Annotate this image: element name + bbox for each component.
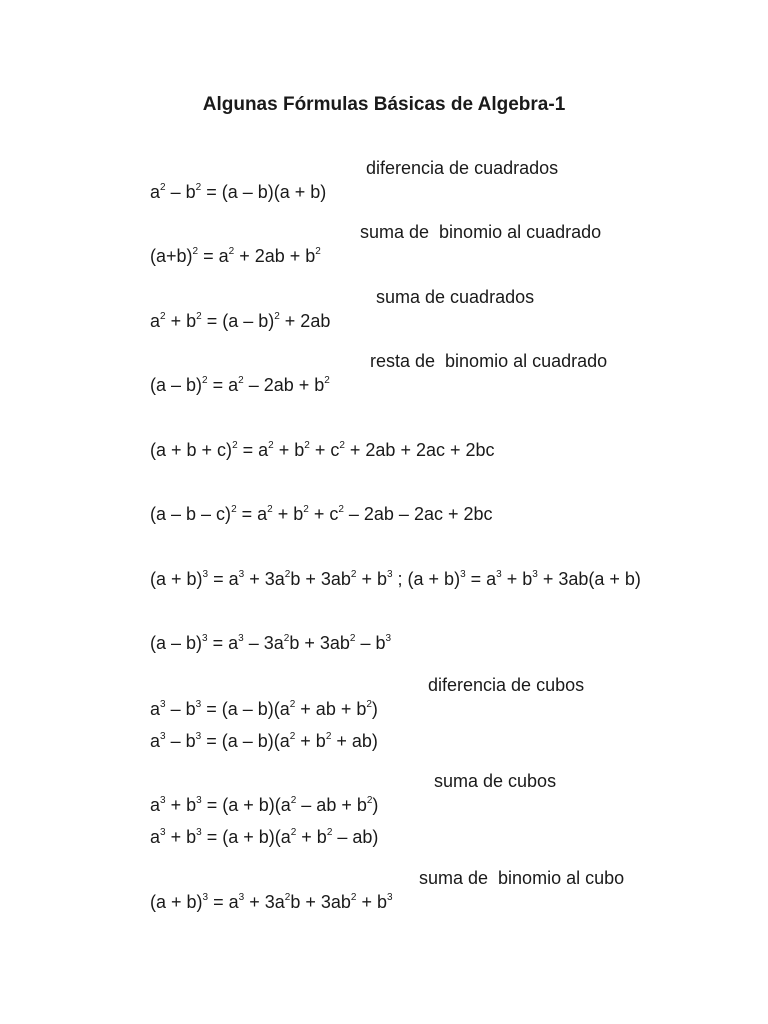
formula: $a^2 - b^2 = (a - b)(a + b)$ [150,182,327,202]
formula: $(a - b)^2 = a^2 - 2ab + b^2$ [150,375,330,395]
formula: $(a+b)^2 = a^2 + 2ab + b^2$ [150,246,321,266]
formula: $a^3 + b^3 = (a + b)(a^2$ – ab + $b^2$) [150,795,379,815]
formula: $(a - b - c)^2 = a^2 + b^2 + c^2 - 2ab - 2ac + 2bc$ [150,504,493,524]
formula-description: diferencia de cuadrados [366,158,559,178]
formula-row-binomial-cube [130,866,393,942]
formula-description: suma de cuadrados [376,287,535,307]
formula: $(a + b)^3 = a^3 + 3a^2b + 3ab^2 + b^3$ [150,892,393,912]
formula: $a^3 + b^3 = (a + b)(a^2 + b^2 - ab)$ [150,827,379,847]
formula-row-cube-of-difference [130,607,391,683]
formula: $a^2 + b^2 = (a - b)^2 + 2ab$ [150,311,331,331]
formula: $(a - b)^3 = a^3 - 3a^2b + 3ab^2 - b^3$ [150,633,392,653]
formula: $(a + b + c)^2 = a^2 + b^2 + c^2 + 2ab + 2ac + 2bc$ [150,440,495,460]
formula-description: resta de binomio al cuadrado [370,351,608,371]
formula-description: suma de cubos [434,771,557,791]
formula: $a^3 - b^3 = (a - b)(a^2 + b^2 + ab)$ [150,731,378,751]
formula: $a^3 - b^3 = (a - b)(a^2$ + ab + $b^2$) [150,699,378,719]
formula-description: diferencia de cubos [428,675,585,695]
formula-description: suma de binomio al cubo [419,868,625,888]
formula-description: suma de binomio al cuadrado [360,222,602,242]
page-title: Algunas Fórmulas Básicas de Algebra-1 [202,94,566,115]
formula: $(a + b)^3 = a^3 + 3a^2b + 3ab^2 + b^3$ ; $(a + b)^3 = a^3 + b^3 + 3ab(a + b)$ [150,569,641,589]
